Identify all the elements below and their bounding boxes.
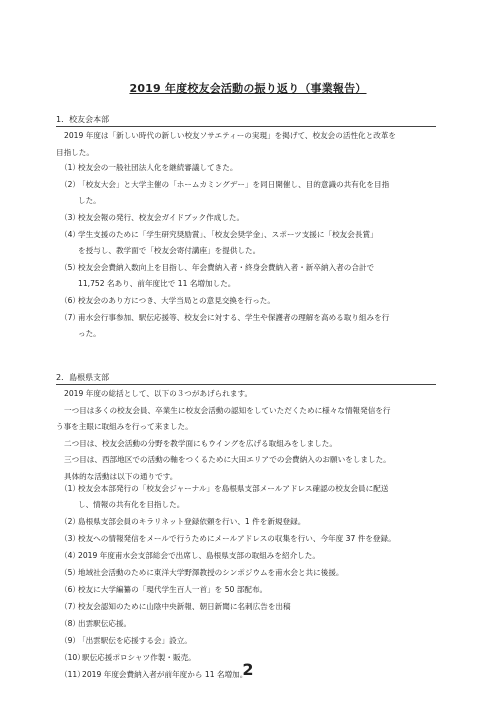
list-item-number: （2）	[60, 180, 81, 189]
list-item-number: （4）	[60, 551, 81, 560]
list-item-text: 学生支援のために「学生研究奨励賞」、「校友会奨学金」、スポーツ支援に「校友会長賞」	[78, 230, 378, 239]
list-item-text: 島根県支部会員のキラリネット登録依頼を行い、1 件を新規登録。	[78, 517, 306, 526]
list-item-text: を授与し、教学面で「校友会寄付講座」を提供した。	[78, 246, 261, 255]
list-item-text: 11,752 名あり、前年度比で 11 名増加した。	[78, 279, 236, 288]
list-item-number: （3）	[60, 534, 81, 543]
list-item-number: （3）	[60, 213, 81, 222]
list-item-text: 校友会のあり方につき、大学当局との意見交換を行った。	[78, 296, 275, 305]
section-intro: 2019 年度は「新しい時代の新しい校友ソサエティーの実現」を掲げて、校友会の活性化と改革を	[64, 131, 397, 140]
list-item-number: （1）	[60, 163, 81, 172]
list-item-number: （8）	[60, 619, 81, 628]
section-heading: 1．校友会本部	[56, 115, 110, 124]
list-item-text: 校友に大学編纂の「現代学生百人一首」を 50 部配布。	[78, 585, 268, 594]
section-intro: 目指した。	[56, 148, 94, 157]
list-item-text: し、情報の共有化を目指した。	[78, 500, 185, 509]
list-item-number: （2）	[60, 517, 81, 526]
list-item-number: （11）	[60, 670, 85, 679]
paragraph: 具体的な活動は以下の通りです。	[64, 472, 178, 481]
list-item-text: した。	[78, 196, 101, 205]
list-item-text: 2019 年度甫水会支部総会で出席し、島根県支部の取組みを紹介した。	[78, 551, 320, 560]
section-divider	[56, 126, 436, 127]
paragraph: 一つ目は多くの校友会員、卒業生に校友会活動の認知をしていただくために様々な情報発信を行	[64, 406, 391, 415]
list-item-text: 「校友大会」と大学主催の「ホームカミングデー」を同日開催し、目的意識の共有化を目指	[78, 180, 390, 189]
section-divider	[56, 384, 436, 385]
list-item-number: （7）	[60, 602, 81, 611]
list-item-text: 地域社会活動のために東洋大学野澤教授のシンポジウムを甫水会と共に後援。	[78, 568, 344, 577]
paragraph: う事を主眼に取組みを行って来ました。	[56, 422, 193, 431]
list-item-text: 出雲駅伝応援。	[78, 619, 132, 628]
list-item-text: 校友会認知のために山陰中央新報、朝日新聞に名刺広告を出稿	[78, 602, 291, 611]
list-item-number: （6）	[60, 585, 81, 594]
list-item-text: 校友会会費納入数向上を目指し、年会費納入者・終身会費納入者・新卒納入者の合計で	[78, 263, 375, 272]
list-item-number: （7）	[60, 313, 81, 322]
list-item-text: 校友への情報発信をメールで行うためにメールアドレスの収集を行い、今年度 37 件を登録。	[78, 534, 396, 543]
list-item-text: った。	[78, 329, 101, 338]
list-item-number: （10）	[60, 653, 85, 662]
list-item-number: （9）	[60, 636, 81, 645]
list-item-text: 甫水会行事参加、駅伝応援等、校友会に対する、学生や保護者の理解を高める取り組みを行	[78, 313, 390, 322]
list-item-text: 2019 年度会費納入者が前年度から 11 名増加。	[82, 670, 248, 679]
paragraph: 二つ目は、校友会活動の分野を教学面にもウイングを広げる取組みをしました。	[64, 439, 337, 448]
list-item-number: （6）	[60, 296, 81, 305]
paragraph: 三つ目は、西部地区での活動の軸をつくるために大田エリアでの会費納入のお願いをしました。	[64, 455, 391, 464]
document-title: 2019 年度校友会活動の振り返り（事業報告）	[129, 82, 367, 95]
list-item-text: 「出雲駅伝を応援する会」設立。	[78, 636, 192, 645]
list-item-text: 校友会の一般社団法人化を継続審議してきた。	[78, 163, 238, 172]
list-item-number: （5）	[60, 263, 81, 272]
list-item-text: 校友会本部発行の「校友会ジャーナル」を島根県支部メールアドレス確認の校友会員に配送	[78, 484, 389, 493]
list-item-text: 駅伝応援ポロシャツ作製・販売。	[82, 653, 196, 662]
section-heading: 2．島根県支部	[56, 373, 110, 382]
list-item-number: （4）	[60, 230, 81, 239]
paragraph: 2019 年度の総括として、以下の３つがあげられます。	[64, 389, 253, 398]
page-number: 2	[242, 660, 254, 679]
list-item-number: （1）	[60, 484, 81, 493]
list-item-text: 校友会報の発行、校友会ガイドブック作成した。	[78, 213, 245, 222]
list-item-number: （5）	[60, 568, 81, 577]
